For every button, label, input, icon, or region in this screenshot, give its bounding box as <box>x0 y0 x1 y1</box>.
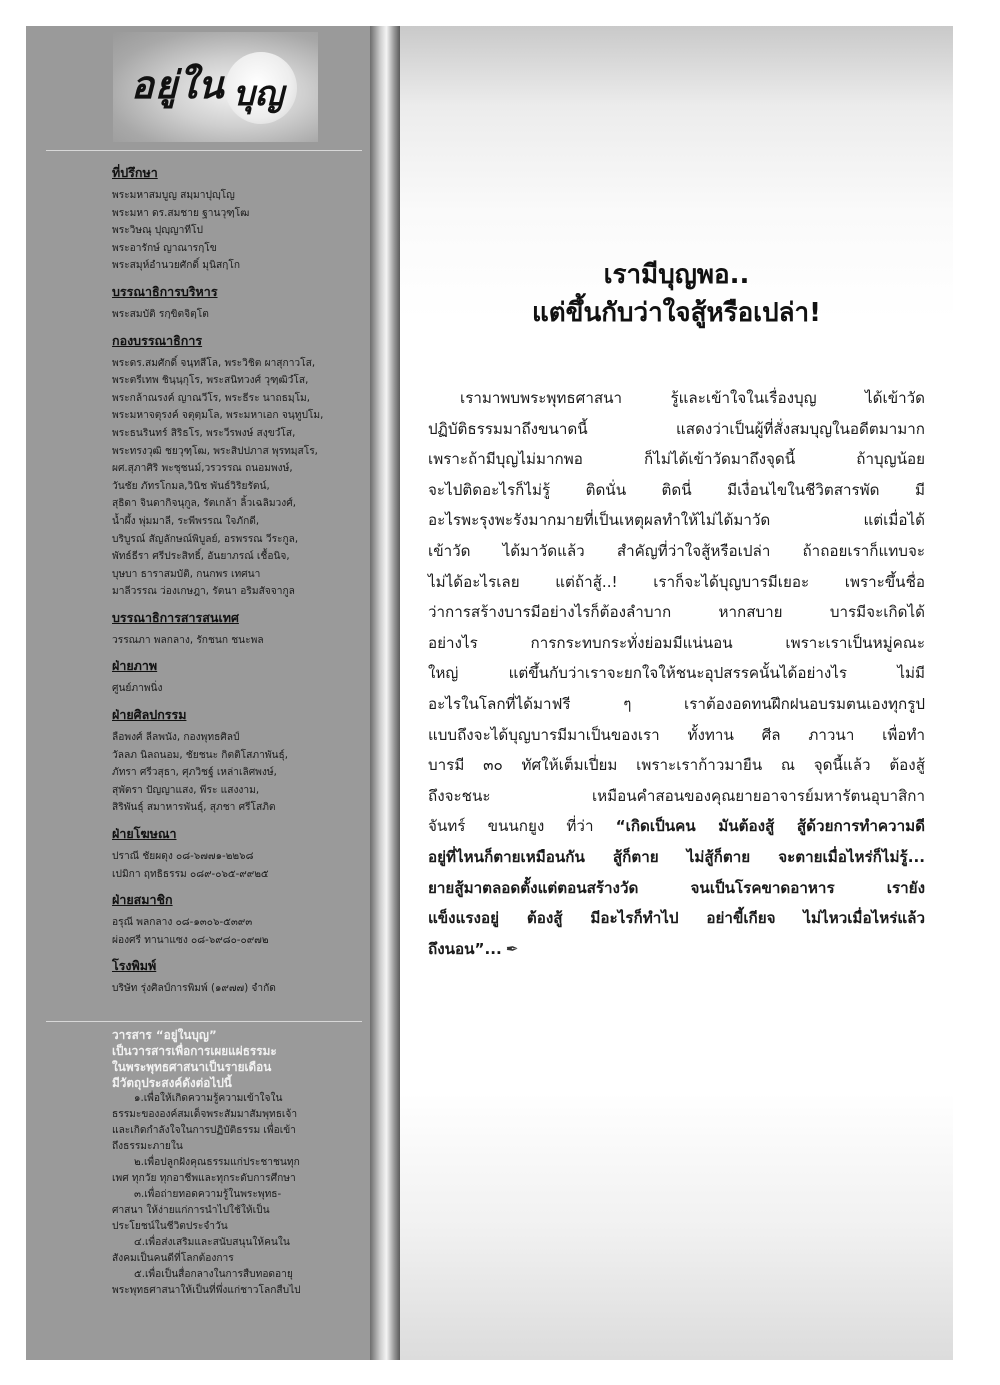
article-line: อะไรพะรุงพะรังมากมายที่เป็นเหตุผลทำให้ไม่ได้มาวัด แต่เมื่อได้ <box>428 511 925 530</box>
divider <box>46 1021 362 1022</box>
mission-statement <box>112 1027 364 1299</box>
article-title <box>400 256 953 332</box>
article-line: ว่าการสร้างบารมีอย่างไรก็ต้องลำบาก หากสบาย บารมีจะเกิดได้ <box>428 603 925 622</box>
mission-item-line: ๒.เพื่อปลูกฝังคุณธรรมแก่ประชาชนทุก <box>134 1157 300 1168</box>
masthead-line: พระอารักษ์ ญาณารกฺโข <box>112 242 217 254</box>
masthead-line: พระตรีเทพ ชินฺนฺกุโร, พระสนิทวงศ์ วุฑฺฒิวํโส, <box>112 375 309 387</box>
moon-icon <box>225 52 297 124</box>
article-line: แข็งแรงอยู่ ต้องสู้ มีอะไรก็ทำไป อย่าขี้เกียจ ไม่ไหวเมื่อไหร่แล้ว <box>428 909 925 928</box>
mission-item-line: ๕.เพื่อเป็นสื่อกลางในการสืบทอดอายุ <box>134 1269 293 1280</box>
mission-item-line: ธรรมะขององค์สมเด็จพระสัมมาสัมพุทธเจ้า <box>112 1109 298 1120</box>
masthead-line: พระวิษณุ ปุญฺญาทีโป <box>112 225 203 237</box>
masthead-line: พระดร.สมศักดิ์ จนฺทสีโล, พระวิชิต ผาสุกาวโส, <box>112 357 316 369</box>
article-line: ไม่ได้อะไรเลย แต่ถ้าสู้..! เราก็จะได้บุญบารมีเยอะ เพราะขึ้นชื่อ <box>428 572 925 591</box>
masthead-heading: ฝ่ายภาพ <box>112 658 158 674</box>
masthead-line: วรรณภา พลกลาง, รักชนก ชนะพล <box>112 634 264 646</box>
masthead-heading: กองบรรณาธิการ <box>112 332 203 348</box>
masthead-line: มาลีวรรณ ว่องเกษฎา, รัตนา อริมสัจจากูล <box>112 586 295 598</box>
masthead-line: สุพัตรา ปัญญาแสง, พีระ แสงงาม, <box>112 784 260 796</box>
masthead-heading: ฝ่ายโฆษณา <box>112 826 177 842</box>
mission-title-line: วารสาร “อยู่ในบุญ” <box>112 1028 217 1042</box>
article-line: ปฏิบัติธรรมมาถึงขนาดนี้ แสดงว่าเป็นผู้ที่สั่งสมบุญในอดีตมามาก <box>428 419 925 438</box>
article-line: จะไปติดอะไรก็ไม่รู้ ติดนั่น ติดนี่ มีเงื่อนไขในชีวิตสารพัด มี <box>428 480 925 499</box>
mission-title-line: เป็นวารสารเพื่อการเผยแผ่ธรรมะ <box>112 1044 277 1058</box>
article-quote: “เกิดเป็นคน มันต้องสู้ สู้ด้วยการทำความดี <box>615 817 925 836</box>
masthead-heading: ฝ่ายศิลปกรรม <box>112 707 187 723</box>
article-line: เรามาพบพระพุทธศาสนา รู้และเข้าใจในเรื่องบุญ ได้เข้าวัด <box>460 389 925 407</box>
mission-item-line: และเกิดกำลังใจในการปฏิบัติธรรม เพื่อเข้า <box>112 1125 296 1136</box>
article-line: เพราะถ้ามีบุญไม่มากพอ ก็ไม่ได้เข้าวัดมาถึงจุดนี้ ถ้าบุญน้อย <box>428 450 925 469</box>
masthead-line: เปมิกา ฤทธิธรรม ๐๘๙-๐๖๕-๙๙๒๕ <box>112 868 269 880</box>
mission-title-line: ในพระพุทธศาสนาเป็นรายเดือน <box>112 1060 272 1074</box>
article-line: อยู่ที่ไหนก็ตายเหมือนกัน สู้ก็ตาย ไม่สู้ก็ตาย จะตายเมื่อไหร่ก็ไม่รู้... <box>428 847 925 866</box>
masthead-line: น้ำผึ้ง พุ่มมาลี, ระพีพรรณ ใจภักดี, <box>112 515 260 527</box>
logo-text: อยู่ใน <box>131 62 225 107</box>
article-line: แบบถึงจะได้บุญบารมีมาเป็นของเรา ทั้งทาน ศีล ภาวนา เพื่อทำ <box>428 725 925 744</box>
article-line: อะไรในโลกที่ได้มาฟรี ๆ เราต้องอดทนฝึกฝนอบรมตนเองทุกรูป <box>428 694 925 713</box>
mission-item-line: ประโยชน์ในชีวิตประจำวัน <box>112 1221 228 1232</box>
masthead-line: พระกล้าณรงค์ ญาณวีโร, พระธีระ นาถธมฺโม, <box>112 392 311 404</box>
masthead-line: พระสมบัติ รกฺขิตจิตฺโต <box>112 308 209 320</box>
masthead-heading: บรรณาธิการบริหาร <box>112 283 218 299</box>
article-line-plain: จันทร์ ขนนกยูง ที่ว่า <box>428 817 616 836</box>
binding-spine <box>370 26 400 1360</box>
mission-item-line: ถึงธรรมะภายใน <box>112 1141 183 1152</box>
masthead-line: พระมหา ดร.สมชาย ฐานวุฑฺโฒ <box>112 207 250 219</box>
mission-item-line: ๑.เพื่อให้เกิดความรู้ความเข้าใจใน <box>134 1093 283 1104</box>
magazine-logo <box>113 32 318 142</box>
masthead-line: บุษบา ธาราสมบัติ, กนกพร เทศนา <box>112 568 261 580</box>
masthead-line: สิริพันธุ์ สมาหารพันธุ์, สุภชา ศรีโสภิต <box>112 802 276 814</box>
masthead-line: บริบูรณ์ สัญลักษณ์พิบูลย์, อรพรรณ วีระกูล, <box>112 533 299 545</box>
mission-item-line: สังคมเป็นคนดีที่โลกต้องการ <box>112 1253 234 1264</box>
mission-item-line: ศาสนา ให้ง่ายแก่การนำไปใช้ให้เป็น <box>112 1205 270 1216</box>
masthead-heading: โรงพิมพ์ <box>112 958 157 974</box>
title-line: แต่ขึ้นกับว่าใจสู้หรือเปล่า! <box>532 298 821 328</box>
masthead-line: พระสมุห์อำนวยศักดิ์ มุนิสกฺโก <box>112 260 240 272</box>
article-line: ถึงนอน”... ✒ <box>428 934 925 965</box>
mission-title <box>112 1027 364 1091</box>
article-line: บารมี ๓๐ ทัศให้เต็มเปี่ยม เพราะเราก้าวมายืน ณ จุดนี้แล้ว ต้องสู้ <box>428 756 925 775</box>
masthead-line: ศูนย์ภาพนิ่ง <box>112 683 163 695</box>
masthead-line: พระมหาจตุรงค์ จตุตฺมโล, พระมหาเอก จนฺทูปโม, <box>112 410 324 422</box>
masthead-line: อรุณี พลกลาง ๐๘-๑๓๐๖-๕๓๙๓ <box>112 917 253 929</box>
masthead-line: บริษัท รุ่งศิลป์การพิมพ์ (๑๙๗๗) จำกัด <box>112 983 276 995</box>
title-line: เรามีบุญพอ.. <box>603 260 750 290</box>
masthead-line: พระทรงวุฒิ ชยวุฑฺโฒ, พระสิปปภาส พุรทมฺสโร, <box>112 445 318 457</box>
mission-item-line: ๔.เพื่อส่งเสริมและสนับสนุนให้คนใน <box>134 1237 290 1248</box>
masthead <box>112 156 362 998</box>
mission-items <box>112 1091 364 1299</box>
masthead-line: ลือพงศ์ ลีลพนัง, กองพุทธศิลป์ <box>112 732 240 744</box>
masthead-heading: บรรณาธิการสารสนเทศ <box>112 609 239 625</box>
article-line: ใหญ่ แต่ขึ้นกับว่าเราจะยกใจให้ชนะอุปสรรคนั้นได้อย่างไร ไม่มี <box>428 664 925 683</box>
masthead-line: วันชัย ภัทรโกมล,วินิช พันธ์วิริยรัตน์, <box>112 480 270 492</box>
masthead-line: สุธิดา จินดากิจนุกูล, รัตเกล้า ลิ้วเฉลิมวงศ์, <box>112 498 296 510</box>
masthead-line: ภัทรา ศรีวสุธา, ศุภวิชฐ์ เหล่าเลิศพงษ์, <box>112 767 277 779</box>
article-line: ยายสู้มาตลอดตั้งแต่ตอนสร้างวัด จนเป็นโรคขาดอาหาร เรายัง <box>428 878 925 897</box>
article-line: อย่างไร การกระทบกระทั่งย่อมมีแน่นอน เพราะเราเป็นหมู่คณะ <box>428 633 925 652</box>
mission-item-line: เพศ ทุกวัย ทุกอาชีพและทุกระดับการศึกษา <box>112 1173 296 1184</box>
masthead-line: วัลลภ นิลถนอม, ชัยชนะ กิตติโสภาพันธุ์, <box>112 749 288 761</box>
feather-end-icon: ✒ <box>505 939 519 958</box>
mission-item-line: พระพุทธศาสนาให้เป็นที่พึ่งแก่ชาวโลกสืบไป <box>112 1285 301 1296</box>
masthead-line: พระธนรินทร์ สิริธโร, พระวีรพงษ์ สงฺขวํโส, <box>112 427 296 439</box>
masthead-heading: ฝ่ายสมาชิก <box>112 892 173 908</box>
sidebar <box>26 26 370 1360</box>
masthead-line: ปราณี ชัยผดุง ๐๘-๖๗๗๑-๒๒๖๘ <box>112 851 254 863</box>
masthead-line: พระมหาสมบูญ สมฺมาปุญฺโญ <box>112 190 235 201</box>
divider <box>46 150 362 151</box>
article-line <box>428 811 925 842</box>
masthead-line: ผศ.สุภาศิริ พะชุชนม์,วรวรรณ ถนอมพงษ์, <box>112 463 293 475</box>
article-line: เข้าวัด ได้มาวัดแล้ว สำคัญที่ว่าใจสู้หรือเปล่า ถ้าถอยเราก็แทบจะ <box>428 541 925 560</box>
masthead-heading: ที่ปรึกษา <box>112 165 158 180</box>
logo-moon-text: บุญ <box>233 74 284 114</box>
article-line: ถึงจะชนะ เหมือนคำสอนของคุณยายอาจารย์มหารัตนอุบาสิกา <box>428 786 925 805</box>
article-body <box>428 383 925 964</box>
masthead-line: ผ่องศรี ทานาแซง ๐๘-๖๙๘๐-๐๙๗๒ <box>112 934 269 946</box>
mission-title-line: มีวัตถุประสงค์ดังต่อไปนี้ <box>112 1076 232 1090</box>
masthead-line: พัทธ์ธีรา ศรีประสิทธิ์, อันยาภรณ์ เชื้อนิจ, <box>112 551 290 563</box>
mission-item-line: ๓.เพื่อถ่ายทอดความรู้ในพระพุทธ- <box>134 1189 282 1200</box>
